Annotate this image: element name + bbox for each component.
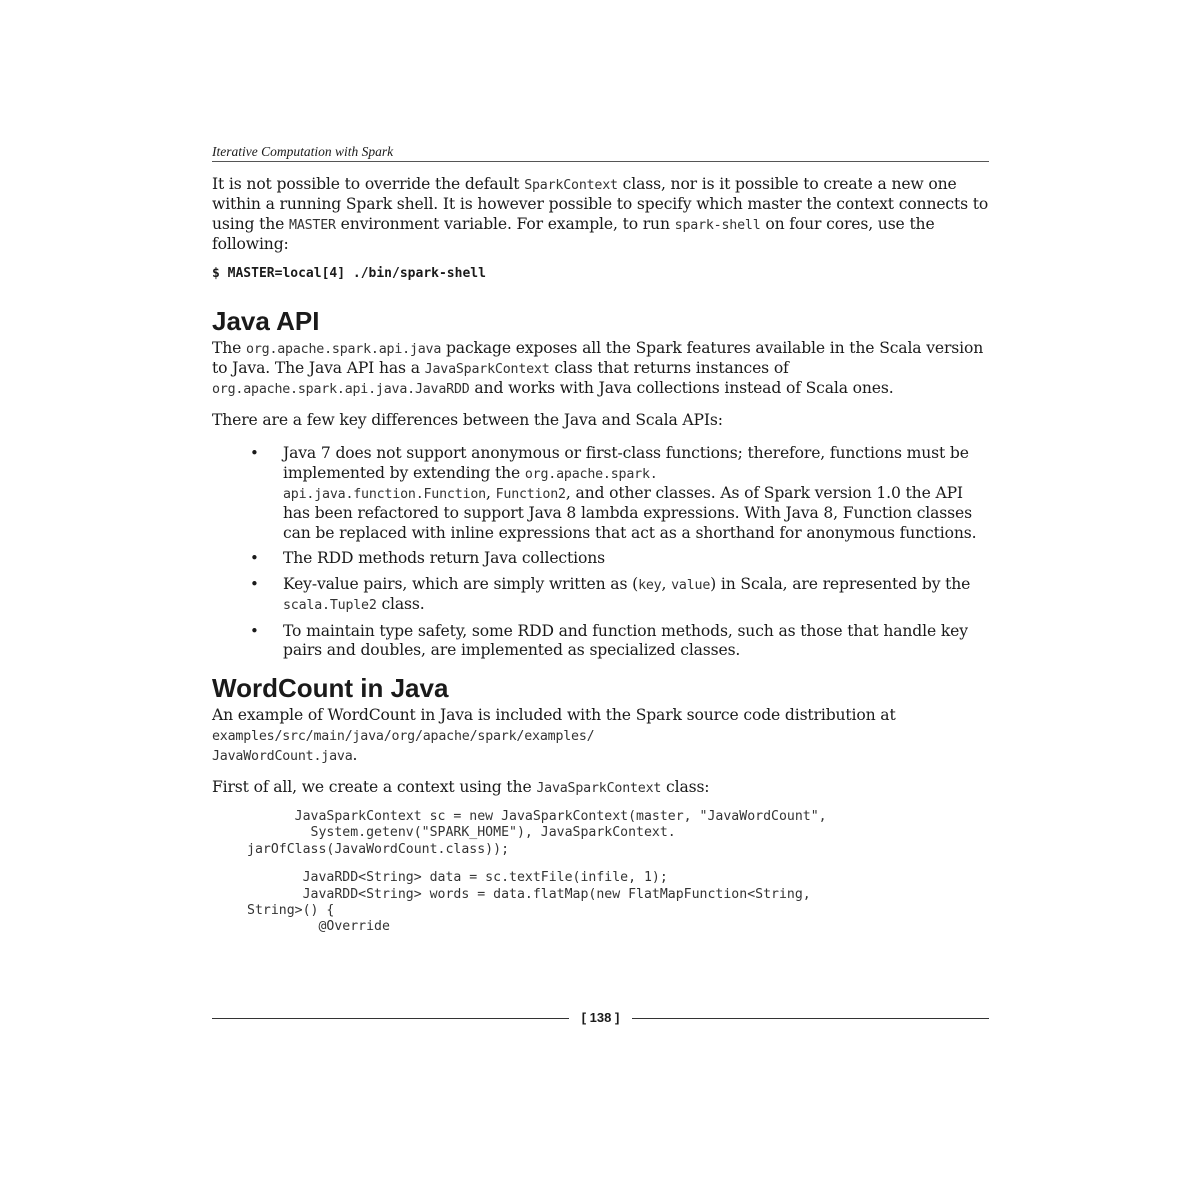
bullet-icon: • xyxy=(250,574,259,593)
running-head: Iterative Computation with Spark xyxy=(212,144,989,162)
inline-code: key xyxy=(638,577,662,593)
java-api-paragraph: The org.apache.spark.api.java package exposes all the Spark features available in the Scala version to Java. The Java API has a JavaSparkContext class that returns instances of org.apache.spark.api.java.JavaRDD and works with Java collections instead of Scala ones. xyxy=(212,338,984,398)
context-paragraph: First of all, we create a context using the JavaSparkContext class: xyxy=(212,777,710,796)
differences-list xyxy=(212,444,989,660)
list-item: • The RDD methods return Java collections xyxy=(250,549,605,568)
inline-code: org.apache.spark. xyxy=(524,466,658,482)
inline-code: MASTER xyxy=(289,217,336,233)
inline-code: scala.Tuple2 xyxy=(283,598,377,614)
wordcount-paragraph: An example of WordCount in Java is included with the Spark source code distribution at examples/src/main/java/org/apache/spark/examples/ JavaWordCount.java. xyxy=(212,706,896,765)
list-item: • Java 7 does not support anonymous or first-class functions; therefore, functions must be implemented by extending the org.apache.spark. api.java.function.Function, Function2, and other classes. As of Spark version 1.0 the API has been refactored to support Java 8 lambda expressions. With Java 8, Function classes can be replaced with inline expressions that act as a shorthand for anonymous functions. xyxy=(250,444,977,542)
inline-code: org.apache.spark.api.java xyxy=(246,341,442,357)
inline-code: JavaSparkContext xyxy=(536,780,662,796)
inline-code: JavaWordCount.java xyxy=(212,749,353,765)
section-heading-java-api: Java API xyxy=(212,305,320,336)
inline-code: api.java.function.Function xyxy=(283,487,486,503)
inline-code: examples/src/main/java/org/apache/spark/examples/ xyxy=(212,728,595,744)
shell-command: $ MASTER=local[4] ./bin/spark-shell xyxy=(212,265,486,281)
inline-code: Function2 xyxy=(495,487,566,503)
page-number: [ 138 ] xyxy=(581,1010,620,1025)
list-item: • Key-value pairs, which are simply written as (key, value) in Scala, are represented by the scala.Tuple2 class. xyxy=(250,574,971,614)
bullet-icon: • xyxy=(250,621,259,640)
page-footer xyxy=(212,1008,989,1028)
intro-paragraph: It is not possible to override the default SparkContext class, nor is it possible to create a new one within a running Spark shell. It is however possible to specify which master the context connects to using the MASTER environment variable. For example, to run spark-shell on four cores, use the following: xyxy=(212,175,989,254)
bullet-icon: • xyxy=(250,549,259,568)
inline-code: spark-shell xyxy=(674,217,761,233)
differences-paragraph: There are a few key differences between the Java and Scala APIs: xyxy=(212,410,723,429)
inline-code: SparkContext xyxy=(524,178,618,193)
inline-code: JavaSparkContext xyxy=(424,362,550,378)
section-heading-wordcount: WordCount in Java xyxy=(212,673,449,704)
footer-rule-right xyxy=(632,1018,989,1019)
list-item: • To maintain type safety, some RDD and function methods, such as those that handle key pairs and doubles, are implemented as specialized classes. xyxy=(250,621,968,659)
code-block-context: JavaSparkContext sc = new JavaSparkContext(master, "JavaWordCount", System.getenv("SPARK_HOME"), JavaSparkContext. jarOfClass(JavaWordCount.class)); xyxy=(247,808,827,857)
bullet-icon: • xyxy=(250,444,259,463)
code-block-rdd: JavaRDD<String> data = sc.textFile(infile, 1); JavaRDD<String> words = data.flatMap(new FlatMapFunction<String, String>() { @Override xyxy=(247,870,811,935)
page-content xyxy=(212,144,989,936)
inline-code: org.apache.spark.api.java.JavaRDD xyxy=(212,382,470,398)
inline-code: value xyxy=(671,577,711,593)
